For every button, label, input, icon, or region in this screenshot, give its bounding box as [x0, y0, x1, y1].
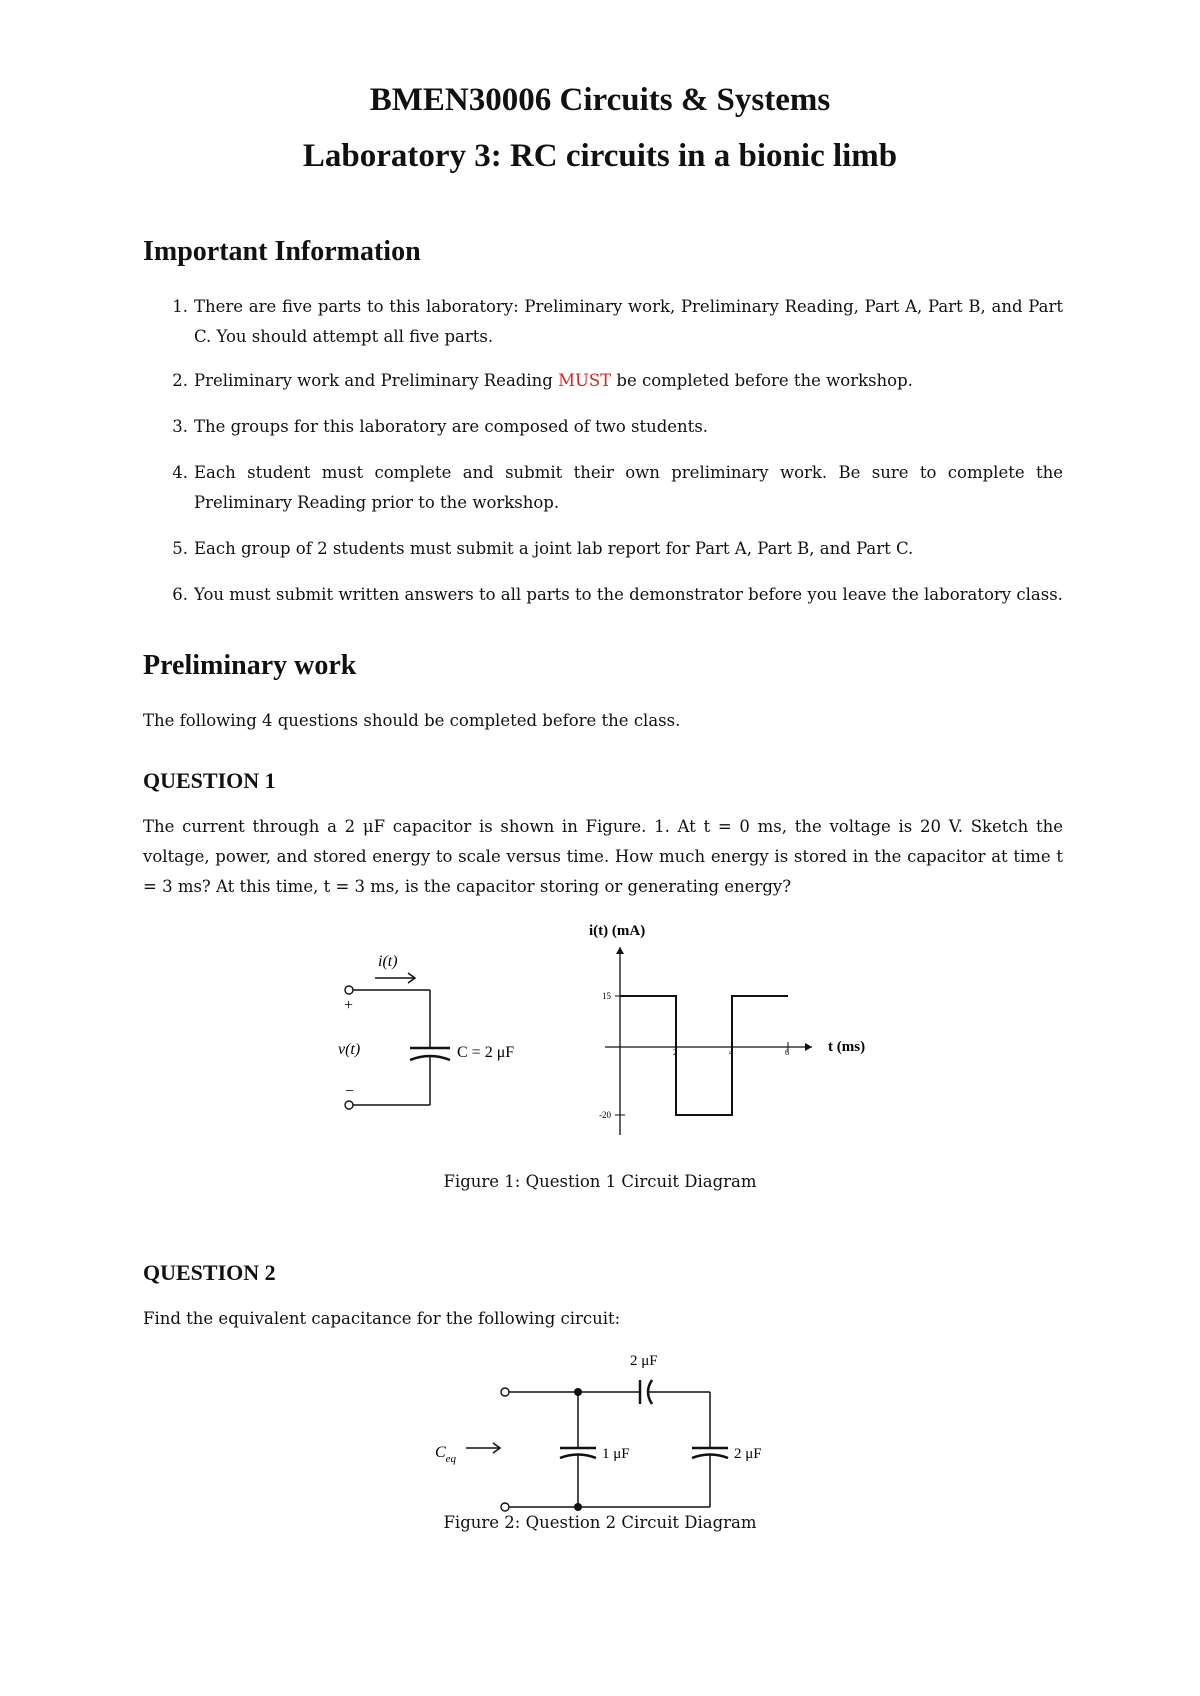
current-waveform-chart — [580, 915, 890, 1155]
list-number: 2. — [172, 371, 188, 390]
y-axis-label: i(t) (mA) — [589, 923, 646, 939]
terminal-top — [501, 1388, 509, 1396]
list-item — [143, 366, 1063, 396]
y-tick-label: -20 — [599, 1110, 611, 1120]
mid-cap-label: 1 μF — [602, 1446, 630, 1462]
list-text: Each group of 2 students must submit a joint lab report for Part A, Part B, and Part C. — [194, 539, 914, 558]
preliminary-intro: The following 4 questions should be completed before the class. — [143, 711, 681, 730]
question1-circuit-diagram — [330, 940, 560, 1120]
list-number: 5. — [172, 539, 188, 558]
junction-node — [574, 1503, 582, 1511]
list-text-part: Preliminary work and Preliminary Reading — [194, 371, 559, 390]
list-text: Each student must complete and submit their own preliminary work. Be sure to complete the Preliminary Reading prior to the workshop. — [194, 463, 1063, 512]
list-text-part: be completed before the workshop. — [611, 371, 913, 390]
current-waveform-line — [620, 996, 788, 1115]
terminal-bottom — [501, 1503, 509, 1511]
terminal-top — [345, 986, 353, 994]
x-tick-label: 4 — [729, 1048, 733, 1057]
must-emphasis: MUST — [558, 371, 612, 390]
list-item — [143, 292, 1063, 352]
y-axis-arrow-icon — [616, 947, 624, 954]
right-cap-label: 2 μF — [734, 1446, 762, 1462]
question2-heading: QUESTION 2 — [143, 1260, 276, 1285]
list-number: 6. — [172, 585, 188, 604]
voltage-label: v(t) — [338, 1041, 361, 1058]
question1-text: The current through a 2 μF capacitor is shown in Figure. 1. At t = 0 ms, the voltage is 20 V. Sketch the voltage, power, and stored energy to scale versus time. How much energy is stored in the capacitor at time t = 3 ms? At this time, t = 3 ms, is the capacitor storing or generating energy? — [143, 817, 1063, 896]
question2-circuit-diagram — [430, 1345, 780, 1515]
figure2-caption: Figure 2: Question 2 Circuit Diagram — [443, 1513, 757, 1532]
important-heading: Important Information — [143, 236, 421, 267]
terminal-bottom — [345, 1101, 353, 1109]
top-cap-label: 2 μF — [630, 1353, 658, 1369]
list-number: 4. — [172, 463, 188, 482]
y-tick-label: 15 — [602, 991, 611, 1001]
list-number: 3. — [172, 417, 188, 436]
list-text: There are five parts to this laboratory: Preliminary work, Preliminary Reading, Part A, Part B, and Part C. You should attempt all five parts. — [194, 297, 1063, 346]
question1-heading: QUESTION 1 — [143, 768, 276, 793]
capacitance-label: C = 2 μF — [457, 1044, 515, 1061]
list-item — [143, 580, 1063, 610]
x-axis-label: t (ms) — [828, 1039, 866, 1055]
current-label: i(t) — [378, 953, 398, 970]
figure1-caption: Figure 1: Question 1 Circuit Diagram — [443, 1172, 757, 1191]
list-item — [143, 534, 1063, 564]
minus-sign: − — [345, 1083, 355, 1100]
document-subtitle: Laboratory 3: RC circuits in a bionic limb — [302, 138, 898, 174]
x-tick-label: 2 — [673, 1048, 677, 1057]
list-text: The groups for this laboratory are composed of two students. — [194, 417, 709, 436]
ceq-label: $C_{eq}$ — [435, 1444, 457, 1465]
document-title: BMEN30006 Circuits & Systems — [369, 82, 831, 118]
list-number: 1. — [172, 297, 188, 316]
list-text — [194, 366, 1063, 396]
x-axis-arrow-icon — [805, 1043, 812, 1051]
list-item — [143, 458, 1063, 518]
preliminary-heading: Preliminary work — [143, 650, 357, 681]
plus-sign: + — [344, 997, 354, 1014]
question2-text: Find the equivalent capacitance for the following circuit: — [143, 1309, 621, 1328]
list-item — [143, 412, 1063, 442]
list-text: You must submit written answers to all parts to the demonstrator before you leave the laboratory class. — [194, 585, 1063, 604]
x-tick-label: 6 — [785, 1048, 789, 1057]
